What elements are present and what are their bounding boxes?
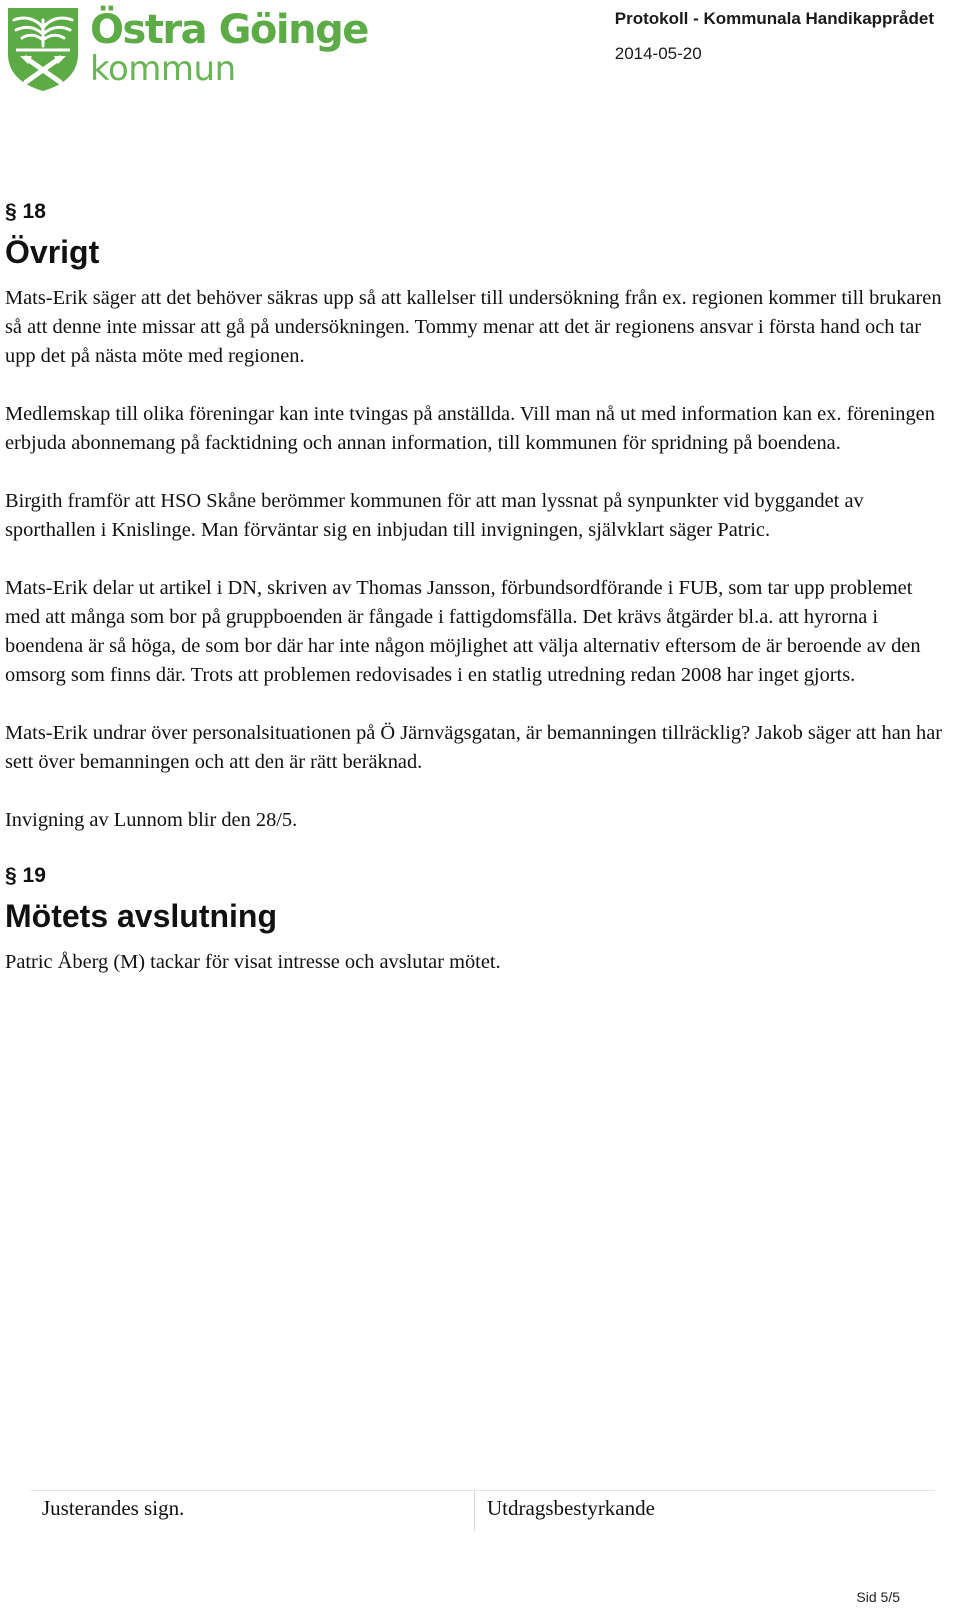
paragraph: Birgith framför att HSO Skåne berömmer kommunen för att man lyssnat på synpunkter vid byggandet av sporthallen i Knislinge. Man förväntar sig en inbjudan till invigningen, självklart säger Patric. <box>5 490 864 542</box>
org-wordmark <box>90 6 368 89</box>
paragraph: Mats-Erik säger att det behöver säkras upp så att kallelser till undersökning från ex. regionen kommer till brukaren så att denne inte missar att gå på undersökningen. Tommy menar att det är regionens ansvar i första hand och tar upp det på nästa möte med regionen. <box>5 287 942 368</box>
paragraph: Mats-Erik undrar över personalsituationen på Ö Järnvägsgatan, är bemanningen tillräcklig? Jakob säger att han har sett över bemanningen och att den är rätt beräknad. <box>5 722 943 774</box>
section-title: Övrigt <box>5 234 100 270</box>
paragraph: Patric Åberg (M) tackar för visat intresse och avslutar mötet. <box>5 951 501 974</box>
section-title: Mötets avslutning <box>5 898 278 935</box>
paragraph: Mats-Erik delar ut artikel i DN, skriven av Thomas Jansson, förbundsordförande i FUB, som tar upp problemet med att många som bor på gruppboenden är fångade i fattigdomsfälla. Det krävs åtgärder bl.a. att hyrorna i boendena är så höga, de som bor där har inte någon möjlighet att välja alternativ eftersom de är beroende av den omsorg som finns där. Trots att problemen redovisades i en statlig utredning redan 2008 har inget gjorts. <box>5 577 921 687</box>
document-header <box>615 6 934 64</box>
signature-cell-utdrag: Utdragsbestyrkande <box>487 1496 655 1520</box>
section-number: § 18 <box>5 200 46 223</box>
document-body <box>5 200 950 1006</box>
paragraph: Invigning av Lunnom blir den 28/5. <box>5 809 298 832</box>
page-number: Sid 5/5 <box>856 1589 900 1605</box>
signature-cell-justerande: Justerandes sign. <box>30 1491 475 1531</box>
org-name: Östra Göinge <box>90 7 368 53</box>
signature-table <box>30 1490 935 1531</box>
section-18 <box>5 200 950 835</box>
org-sub: kommun <box>90 49 236 89</box>
section-19 <box>5 864 950 977</box>
section-number: § 19 <box>5 864 46 888</box>
paragraph: Medlemskap till olika föreningar kan inte tvingas på anställda. Vill man nå ut med information kan ex. föreningen erbjuda abonnemang på facktidning och annan information, till kommunen för spridning på boendena. <box>5 403 935 455</box>
document-date: 2014-05-20 <box>614 44 702 63</box>
document-title: Protokoll - Kommunala Handikapprådet <box>614 9 934 28</box>
org-logo <box>6 6 368 92</box>
kommun-emblem-icon <box>6 6 80 92</box>
